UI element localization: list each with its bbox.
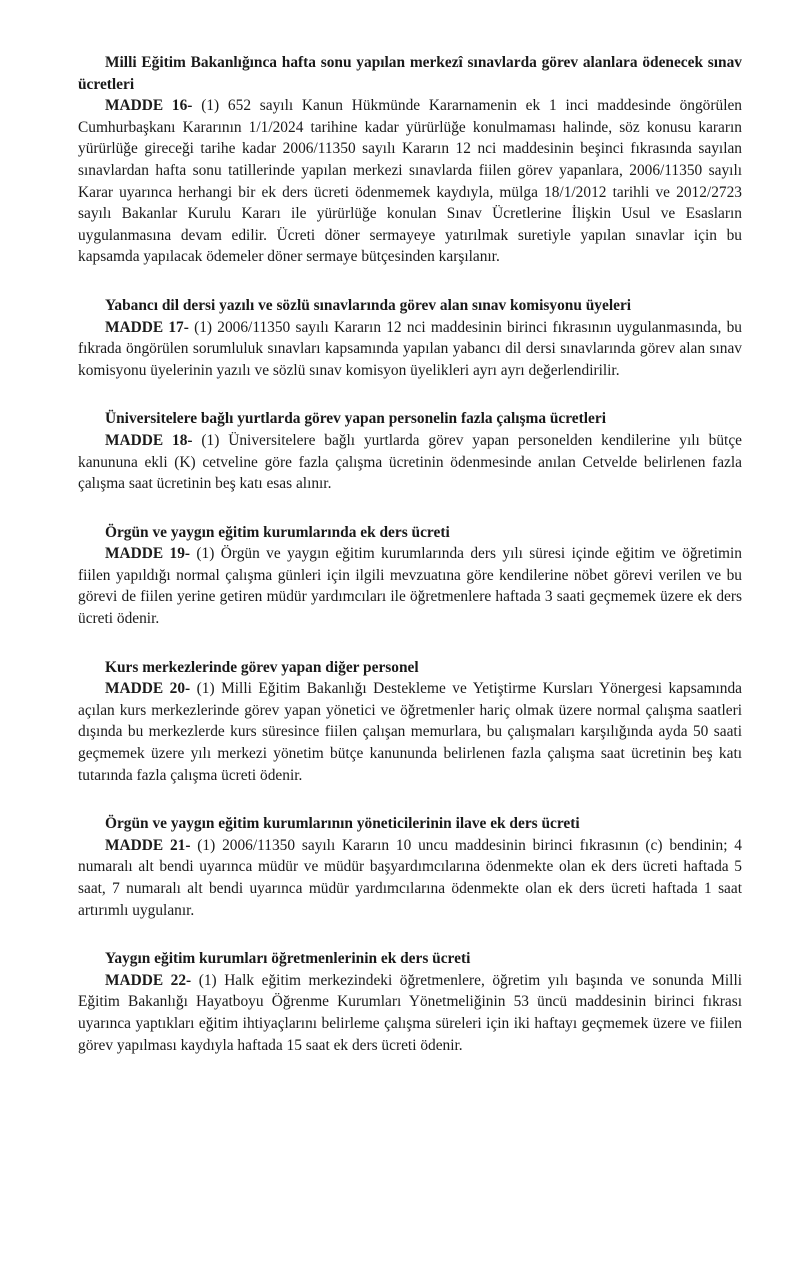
section-heading: Yabancı dil dersi yazılı ve sözlü sınavlarında görev alan sınav komisyonu üyeleri xyxy=(105,296,632,314)
article-number: MADDE 16- xyxy=(105,97,193,115)
section-madde-19 xyxy=(78,522,742,630)
article-text: (1) Milli Eğitim Bakanlığı Destekleme ve Yetiştirme Kursları Yönergesi kapsamında açılan kurs merkezlerinde görev yapan yönetici ve öğretmenler hariç olmak üzere normal çalışma saatleri dışında bu merkezlerde kurs süresince fiilen çalışan memurlara, bu çalışmaları karşılığında ayda 50 saati geçmemek üzere yılı merkezi yönetim bütçe kanununda belirlenen fazla çalışma saat ücretinin beş katı tutarında fazla çalışma ücreti ödenir. xyxy=(78,680,742,784)
section-madde-16 xyxy=(78,52,742,268)
section-paragraph xyxy=(78,317,742,382)
article-text: (1) 2006/11350 sayılı Kararın 12 nci maddesinin birinci fıkrasının uygulanmasında, bu fıkrada öngörülen sorumluluk sınavları kapsamında yapılan yabancı dil dersi sınavlarında görev alan sınav komisyonu üyelerinin yazılı ve sözlü sınav komisyon üyelikleri ayrı ayrı değerlendirilir. xyxy=(78,318,742,379)
section-paragraph xyxy=(78,970,742,1056)
article-number: MADDE 20- xyxy=(105,680,191,698)
section-paragraph xyxy=(78,430,742,495)
section-paragraph xyxy=(78,678,742,786)
section-heading: Örgün ve yaygın eğitim kurumlarında ek ders ücreti xyxy=(105,523,450,541)
section-heading: Milli Eğitim Bakanlığınca hafta sonu yapılan merkezî sınavlarda görev alanlara ödenecek sınav ücretleri xyxy=(78,54,742,93)
article-text: (1) 652 sayılı Kanun Hükmünde Kararnamenin ek 1 inci maddesinde öngörülen Cumhurbaşkanı Kararının 1/1/2024 tarihine kadar yürürlüğe konulmaması halinde, söz konusu kararın yürürlüğe gireceği tarihe kadar 2006/11350 sayılı Kararın 12 nci maddesinin beşinci fıkrasında sayılan sınavlardan hafta sonu tatillerinde yapılan merkezi sınavlarda fiilen görev yapanlara, 2006/11350 sayılı Karar uyarınca herhangi bir ek ders ücreti ödenmemek kaydıyla, mülga 18/1/2012 tarihli ve 2012/2723 sayılı Bakanlar Kurulu Kararı ile yürürlüğe konulan Sınav Ücretlerine İlişkin Usul ve Esasların uygulanmasına devam edilir. Ücreti döner sermayeye yatırılmak suretiyle yapılan sınavlar için bu kapsamda yapılacak ödemeler döner sermaye bütçesinden karşılanır. xyxy=(78,97,742,266)
section-madde-17 xyxy=(78,295,742,381)
article-text: (1) Üniversitelere bağlı yurtlarda görev yapan personelden kendilerine yılı bütçe kanununa ekli (K) cetveline göre fazla çalışma ücretinin ödenmesinde anılan Cetvelde belirlenen fazla çalışma saat ücretinin beş katı esas alınır. xyxy=(78,431,742,493)
section-heading: Üniversitelere bağlı yurtlarda görev yapan personelin fazla çalışma ücretleri xyxy=(105,410,606,428)
article-number: MADDE 18- xyxy=(105,431,193,449)
article-number: MADDE 17- xyxy=(105,318,189,336)
section-madde-22 xyxy=(78,948,742,1056)
section-paragraph xyxy=(78,95,742,268)
article-text: (1) Halk eğitim merkezindeki öğretmenlere, öğretim yılı başında ve sonunda Milli Eğitim Bakanlığı Hayatboyu Öğrenme Kurumları Yönetmeliğinin 53 üncü maddesinin birinci fıkrası uyarınca yaptıkları eğitim ihtiyaçlarını belirleme çalışma süreleri için iki haftayı geçmemek üzere ve fiilen görev yapılması kaydıyla haftada 15 saat ek ders ücreti ödenir. xyxy=(78,971,742,1054)
section-paragraph xyxy=(78,835,742,921)
section-madde-18 xyxy=(78,408,742,494)
section-heading: Kurs merkezlerinde görev yapan diğer personel xyxy=(105,658,419,676)
section-heading: Örgün ve yaygın eğitim kurumlarının yöneticilerinin ilave ek ders ücreti xyxy=(105,815,580,833)
section-heading: Yaygın eğitim kurumları öğretmenlerinin ek ders ücreti xyxy=(105,950,471,968)
section-paragraph xyxy=(78,543,742,629)
article-text: (1) 2006/11350 sayılı Kararın 10 uncu maddesinin birinci fıkrasının (c) bendinin; 4 numaralı alt bendi uyarınca müdür ve müdür başyardımcılarına ödenmekte olan ek ders ücreti haftada 5 saat, 7 numaralı alt bendi uyarınca müdür yardımcılarına ödenmekte olan ek ders ücreti haftada 1 saat artırımlı uygulanır. xyxy=(78,836,742,919)
section-madde-20 xyxy=(78,657,742,787)
section-madde-21 xyxy=(78,813,742,921)
article-number: MADDE 21- xyxy=(105,836,191,854)
article-number: MADDE 22- xyxy=(105,971,192,989)
article-text: (1) Örgün ve yaygın eğitim kurumlarında ders yılı süresi içinde eğitim ve öğretimin fiilen yapıldığı normal çalışma günleri için ilgili mevzuatına göre kendilerine nöbet görevi verilen ve bu görevi de fiilen yerine getiren müdür yardımcıları ile öğretmenlere haftada 3 saati geçmemek üzere ek ders ücreti ödenir. xyxy=(78,545,743,628)
article-number: MADDE 19- xyxy=(105,545,191,563)
